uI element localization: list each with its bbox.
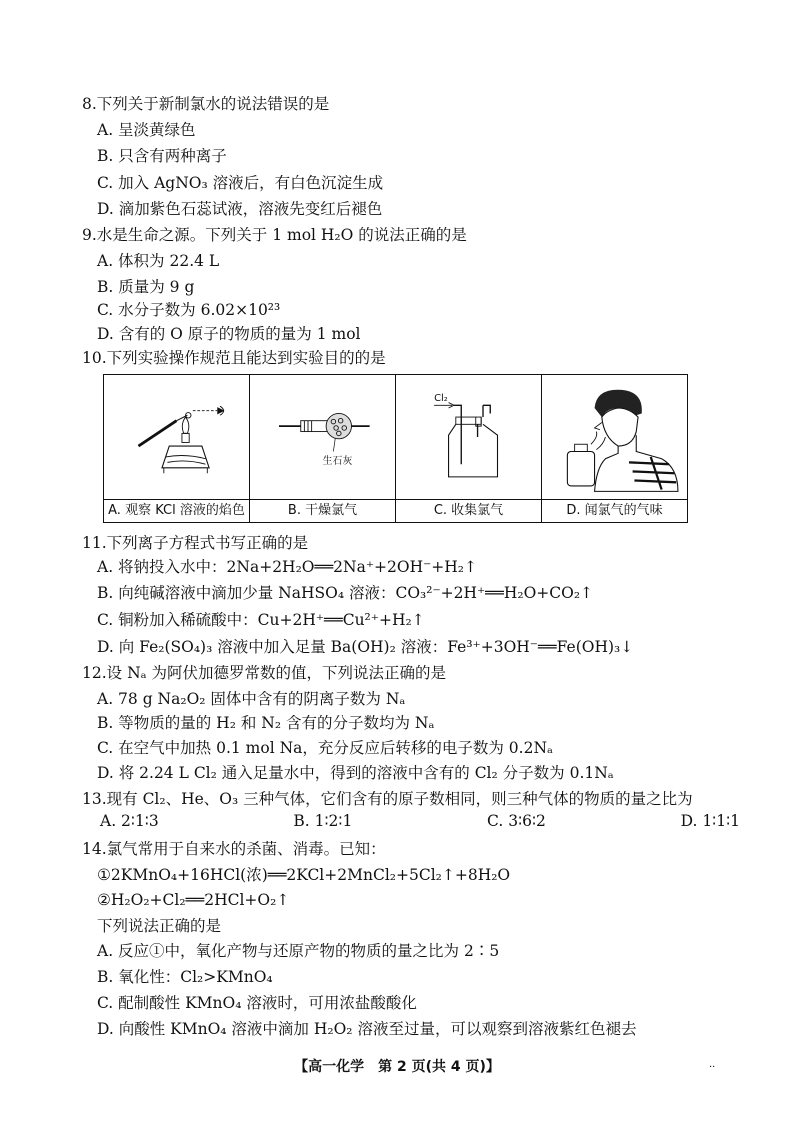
q14-reaction-2: ②H₂O₂+Cl₂══2HCl+O₂↑ [97, 891, 290, 909]
q10-caption-b: B. 干燥氯气 [250, 499, 395, 522]
q14-option-c: C. 配制酸性 KMnO₄ 溶液时，可用浓盐酸酸化 [97, 994, 417, 1012]
q12-option-b: B. 等物质的量的 H₂ 和 N₂ 含有的分子数均为 Nₐ [97, 714, 435, 732]
q10-b-reagent-label: 生石灰 [322, 456, 353, 468]
q9-option-b: B. 质量为 9 g [97, 278, 195, 296]
q14-option-a: A. 反应①中，氧化产物与还原产物的物质的量之比为 2∶5 [97, 942, 500, 960]
q8-option-c: C. 加入 AgNO₃ 溶液后，有白色沉淀生成 [97, 174, 384, 192]
q8-option-b: B. 只含有两种离子 [97, 147, 227, 165]
q10-c-gas-label: Cl₂ [434, 392, 448, 404]
q11-stem: 11.下列离子方程式书写正确的是 [82, 534, 309, 552]
q8-option-a: A. 呈淡黄绿色 [97, 121, 196, 139]
q14-prompt: 下列说法正确的是 [97, 917, 222, 935]
q11-option-c: C. 铜粉加入稀硫酸中：Cu+2H⁺══Cu²⁺+H₂↑ [97, 611, 425, 629]
q13-option-b: B. 1∶2∶1 [293, 812, 353, 830]
q9-stem: 9.水是生命之源。下列关于 1 mol H₂O 的说法正确的是 [82, 226, 467, 244]
q11-option-d: D. 向 Fe₂(SO₄)₃ 溶液中加入足量 Ba(OH)₂ 溶液：Fe³⁺+3OH⁻══Fe(OH)₃↓ [97, 638, 634, 656]
q13-options-row [100, 812, 740, 830]
flame-test-illustration [104, 375, 249, 499]
q10-stem: 10.下列实验操作规范且能达到实验目的的是 [82, 349, 386, 367]
q10-figure-d [542, 375, 688, 523]
q10-caption-d: D. 闻氯气的气味 [542, 499, 687, 522]
q8-stem: 8.下列关于新制氯水的说法错误的是 [82, 95, 330, 113]
q11-option-a: A. 将钠投入水中：2Na+2H₂O══2Na⁺+2OH⁻+H₂↑ [97, 558, 477, 576]
q12-stem: 12.设 Nₐ 为阿伏加德罗常数的值，下列说法正确的是 [82, 664, 447, 682]
q10-caption-a: A. 观察 KCl 溶液的焰色 [104, 499, 249, 522]
q14-option-b: B. 氧化性：Cl₂>KMnO₄ [97, 968, 273, 986]
q14-option-d: D. 向酸性 KMnO₄ 溶液中滴加 H₂O₂ 溶液至过量，可以观察到溶液紫红色褪去 [97, 1020, 637, 1038]
q12-option-a: A. 78 g Na₂O₂ 固体中含有的阴离子数为 Nₐ [97, 690, 406, 708]
q10-caption-c: C. 收集氯气 [396, 499, 541, 522]
q13-stem: 13.现有 Cl₂、He、O₃ 三种气体，它们含有的原子数相同，则三种气体的物质的量之比为 [82, 790, 693, 808]
corner-mark: ·· [709, 1062, 716, 1073]
q9-option-a: A. 体积为 22.4 L [97, 252, 220, 270]
q10-figure-a [104, 375, 250, 523]
q14-stem: 14.氯气常用于自来水的杀菌、消毒。已知： [82, 840, 386, 858]
q11-option-b: B. 向纯碱溶液中滴加少量 NaHSO₄ 溶液：CO₃²⁻+2H⁺══H₂O+CO₂↑ [97, 584, 594, 602]
page-footer: 【高一化学 第 2 页(共 4 页)】 [294, 1059, 500, 1075]
q13-option-a: A. 2∶1∶3 [100, 812, 159, 830]
q13-option-d: D. 1∶1∶1 [680, 812, 740, 830]
q13-option-c: C. 3∶6∶2 [487, 812, 546, 830]
q14-reaction-1: ①2KMnO₄+16HCl(浓)══2KCl+2MnCl₂+5Cl₂↑+8H₂O [97, 866, 511, 884]
q10-figure-b [250, 375, 396, 523]
smelling-gas-illustration [542, 375, 687, 499]
q10-figure-table [103, 374, 688, 523]
q10-figure-c [396, 375, 542, 523]
gas-collection-bottle-illustration [396, 375, 541, 499]
q9-option-d: D. 含有的 O 原子的物质的量为 1 mol [97, 325, 361, 343]
q12-option-c: C. 在空气中加热 0.1 mol Na，充分反应后转移的电子数为 0.2Nₐ [97, 739, 554, 757]
q12-option-d: D. 将 2.24 L Cl₂ 通入足量水中，得到的溶液中含有的 Cl₂ 分子数为 0.1Nₐ [97, 764, 614, 782]
q8-option-d: D. 滴加紫色石蕊试液，溶液先变红后褪色 [97, 200, 383, 218]
q9-option-c: C. 水分子数为 6.02×10²³ [97, 301, 281, 319]
drying-tube-illustration [250, 375, 395, 499]
